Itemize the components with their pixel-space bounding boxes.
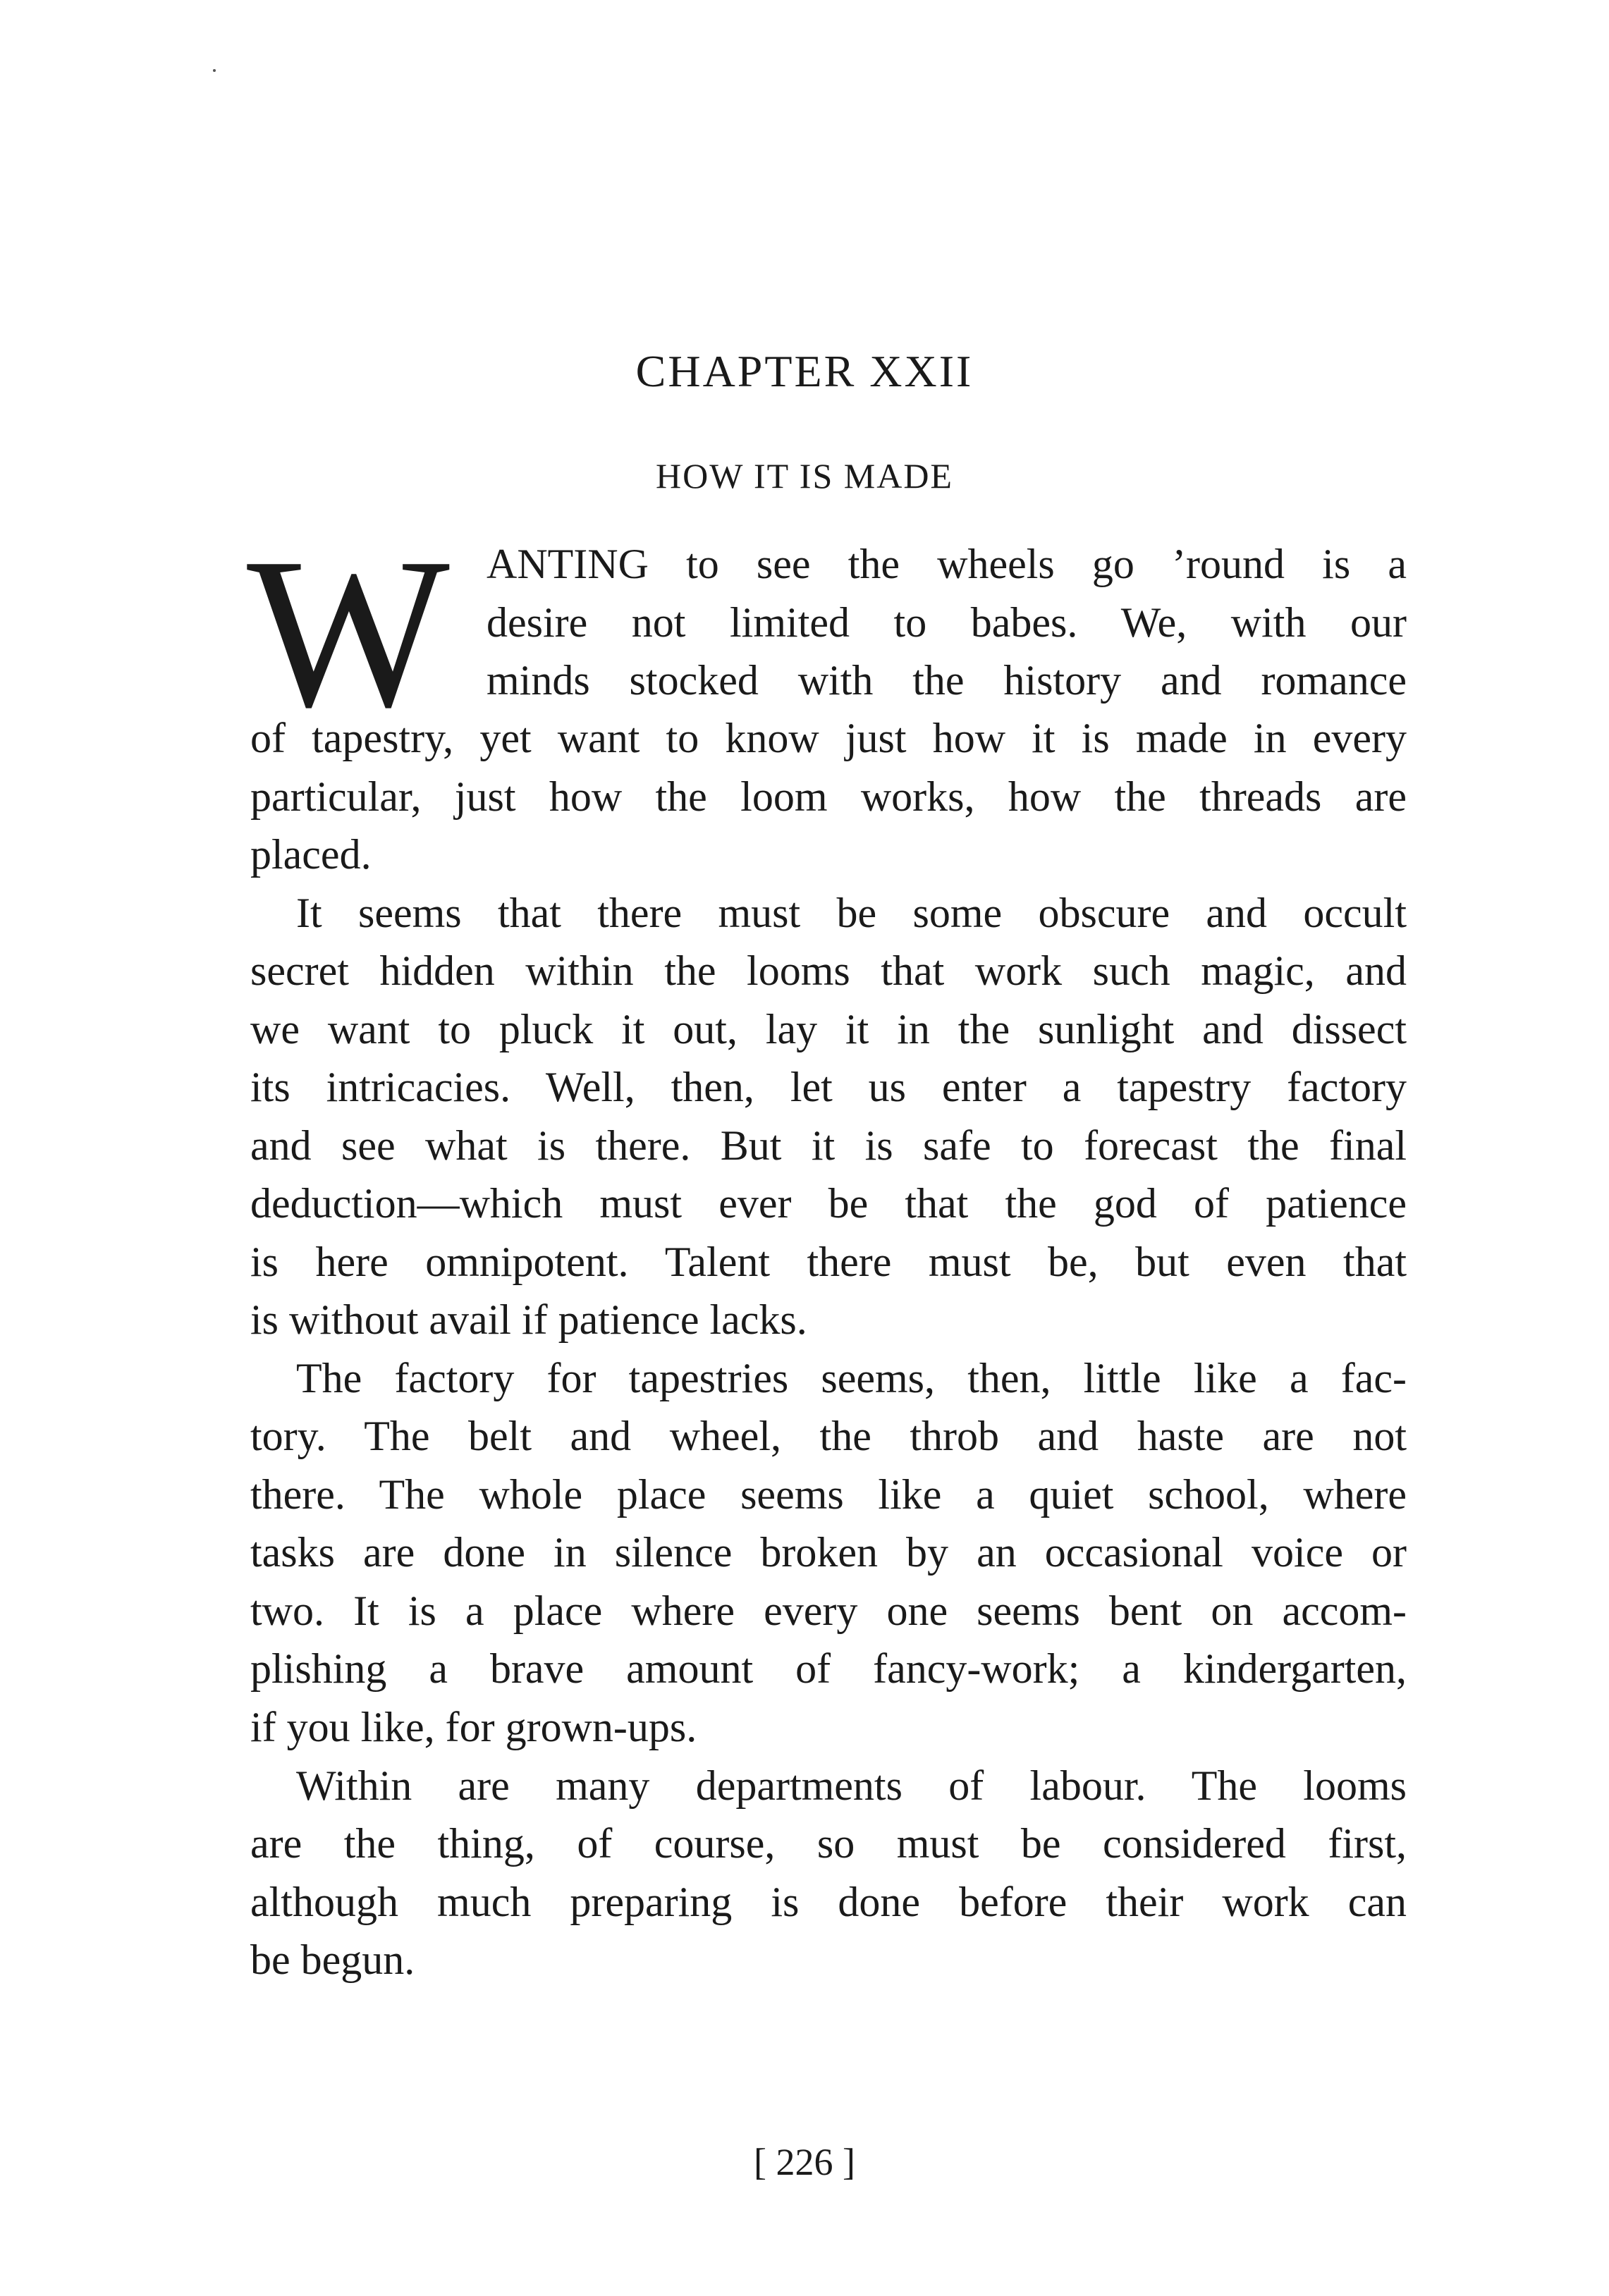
text-line: its intricacies. Well, then, let us enter a tapestry factory — [250, 1064, 1407, 1110]
page-number: [ 226 ] — [754, 2141, 855, 2183]
text-line: although much preparing is done before their work can — [250, 1879, 1407, 1925]
text-line: Within are many departments of labour. The looms — [296, 1762, 1407, 1809]
text-line: deduction—which must ever be that the god of patience — [250, 1180, 1407, 1227]
text-line: placed. — [250, 831, 372, 878]
print-speck — [213, 69, 216, 72]
text-line: secret hidden within the looms that work such magic, and — [250, 947, 1407, 994]
chapter-heading: CHAPTER XXII — [635, 346, 974, 396]
text-line: particular, just how the loom works, how the threads are — [250, 773, 1407, 820]
text-line: desire not limited to babes. We, with our — [487, 599, 1407, 646]
section-heading: HOW IT IS MADE — [656, 456, 953, 496]
text-line: if you like, for grown-ups. — [250, 1704, 697, 1750]
text-line: The factory for tapestries seems, then, little like a fac- — [296, 1355, 1407, 1401]
text-line: two. It is a place where every one seems bent on accom- — [250, 1588, 1407, 1634]
text-line: is without avail if patience lacks. — [250, 1296, 807, 1343]
text-line: is here omnipotent. Talent there must be, but even that — [250, 1239, 1407, 1285]
text-line: It seems that there must be some obscure and occult — [296, 890, 1407, 936]
text-line: ANTING to see the wheels go ’round is a — [487, 541, 1407, 587]
text-line: of tapestry, yet want to know just how it is made in every — [250, 715, 1407, 761]
text-line: there. The whole place seems like a quiet school, where — [250, 1471, 1407, 1518]
text-line: are the thing, of course, so must be considered first, — [250, 1820, 1407, 1867]
drop-cap: W — [247, 513, 450, 751]
text-line: tory. The belt and wheel, the throb and haste are not — [250, 1413, 1407, 1459]
text-line: plishing a brave amount of fancy-work; a kindergarten, — [250, 1645, 1407, 1692]
text-line: be begun. — [250, 1936, 415, 1983]
text-line: minds stocked with the history and romance — [487, 657, 1407, 704]
text-line: we want to pluck it out, lay it in the sunlight and dissect — [250, 1006, 1407, 1052]
text-line: tasks are done in silence broken by an occasional voice or — [250, 1529, 1407, 1576]
text-line: and see what is there. But it is safe to forecast the final — [250, 1122, 1407, 1169]
